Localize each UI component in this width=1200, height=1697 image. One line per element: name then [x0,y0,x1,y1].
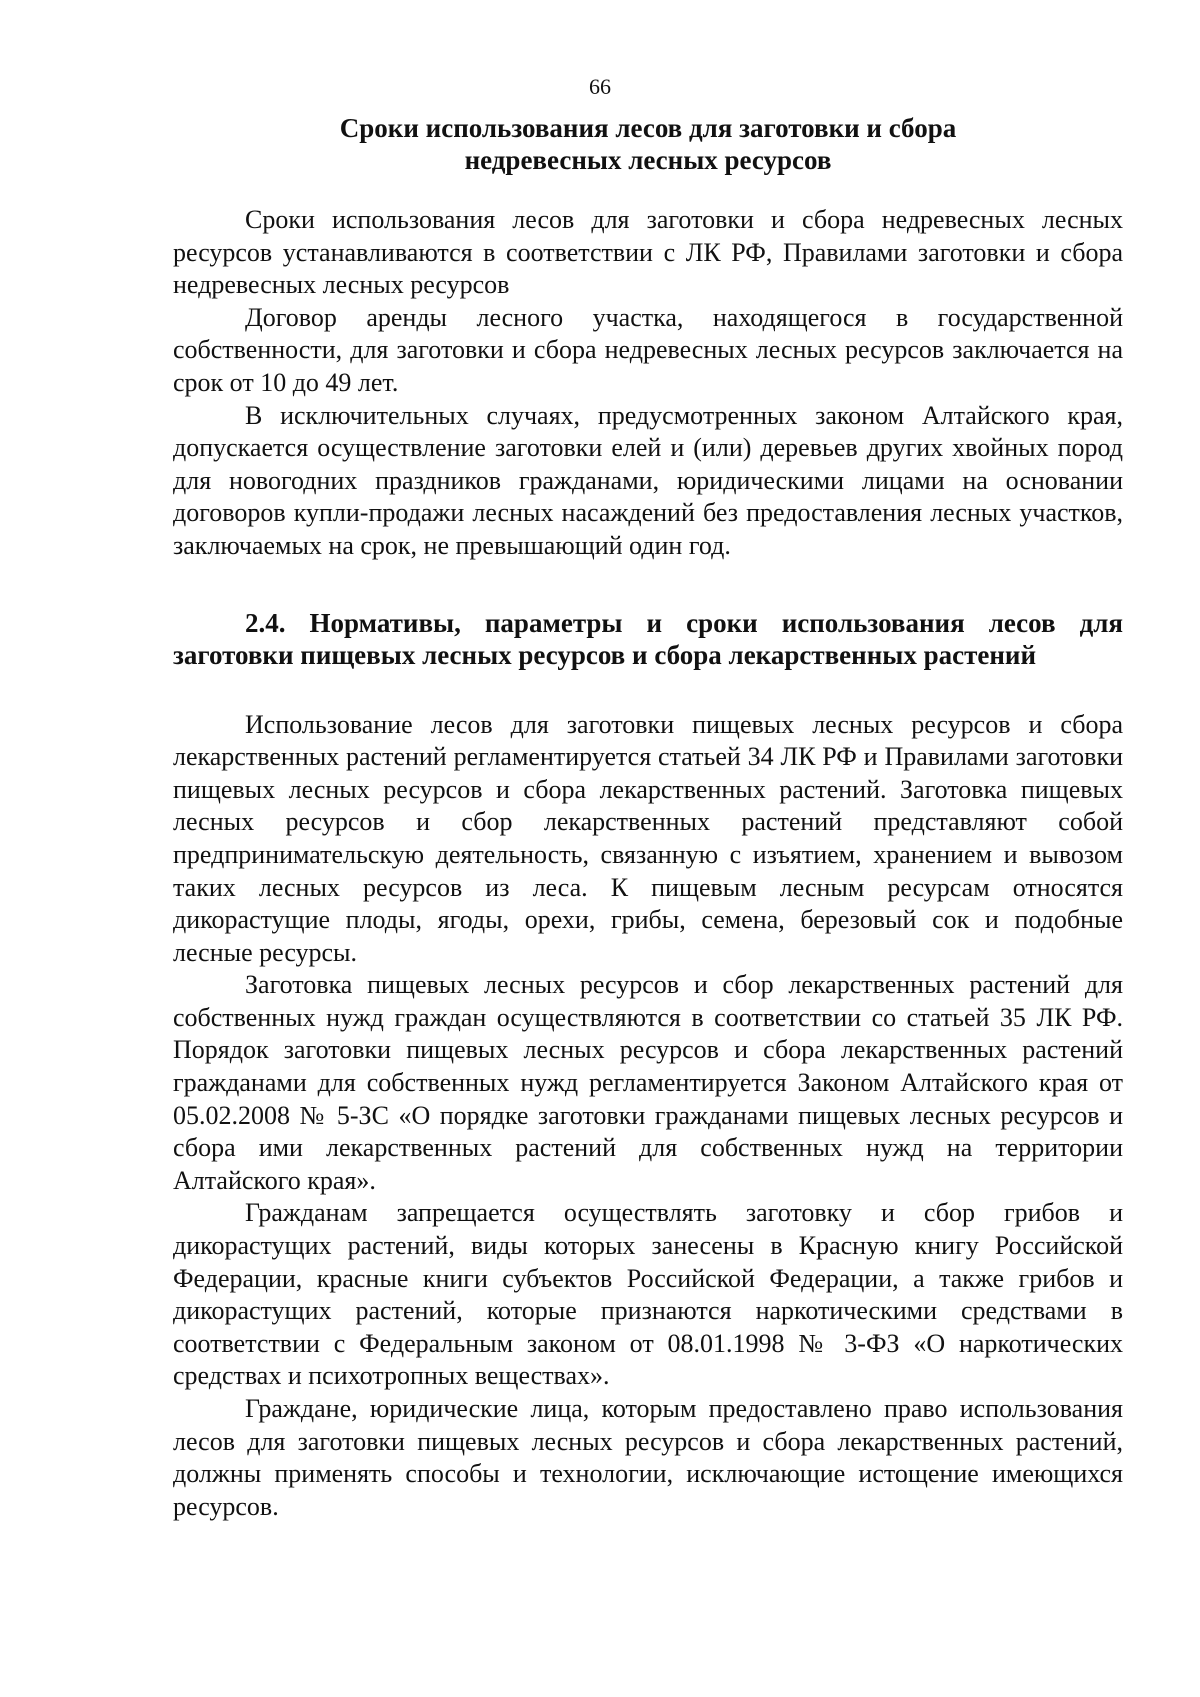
page-number: 66 [589,74,611,99]
paragraph: Гражданам запрещается осуществлять заготовку и сбор грибов и дикорастущих растений, виды которых занесены в Красную книгу Российской Федерации, красные книги субъектов Российской Федерации, а также грибов и дикорастущих растений, которые признаются наркотическими средствами в соответствии с Федеральным законом от 08.01.1998 № 3-ФЗ «О наркотических средствах и психотропных веществах». [173,1198,1123,1391]
paragraph: В исключительных случаях, предусмотренных законом Алтайского края, допускается осуществление заготовки елей и (или) деревьев других хвойных пород для новогодних праздников гражданами, юридическими лицами на основании договоров купли-продажи лесных насаждений без предоставления лесных участков, заключаемых на срок, не превышающий один год. [173,400,1123,560]
paragraph: Договор аренды лесного участка, находящегося в государственной собственности, для заготовки и сбора недревесных лесных ресурсов заключается на срок от 10 до 49 лет. [173,302,1123,397]
page-content [173,112,1123,1523]
section-heading-non-timber-terms [173,112,1123,176]
paragraph: Использование лесов для заготовки пищевых лесных ресурсов и сбора лекарственных растений регламентируется статьей 34 ЛК РФ и Правилами заготовки пищевых лесных ресурсов и сбора лекарственных растений. Заготовка пищевых лесных ресурсов и сбор лекарственных растений представляют собой предпринимательскую деятельность, связанную с изъятием, хранением и вывозом таких лесных ресурсов из леса. К пищевым лесным ресурсам относятся дикорастущие плоды, ягоды, орехи, грибы, семена, березовый сок и подобные лесные ресурсы. [173,709,1123,967]
heading-line-2: недревесных лесных ресурсов [464,145,832,175]
heading-line-1: Сроки использования лесов для заготовки и сбора [339,113,957,143]
paragraph: Заготовка пищевых лесных ресурсов и сбор лекарственных растений для собственных нужд граждан осуществляются в соответствии со статьей 35 ЛК РФ. Порядок заготовки пищевых лесных ресурсов и сбора лекарственных растений гражданами для собственных нужд регламентируется Законом Алтайского края от 05.02.2008 № 5-ЗС «О порядке заготовки гражданами пищевых лесных ресурсов и сбора ими лекарственных растений для собственных нужд на территории Алтайского края». [173,970,1123,1195]
section-heading-2-4: 2.4. Нормативы, параметры и сроки использования лесов для заготовки пищевых лесных ресурсов и сбора лекарственных растений [173,607,1123,670]
paragraph: Граждане, юридические лица, которым предоставлено право использования лесов для заготовки пищевых лесных ресурсов и сбора лекарственных растений, должны применять способы и технологии, исключающие истощение имеющихся ресурсов. [173,1394,1123,1521]
paragraph: Сроки использования лесов для заготовки и сбора недревесных лесных ресурсов устанавливаются в соответствии с ЛК РФ, Правилами заготовки и сбора недревесных лесных ресурсов [173,205,1123,300]
